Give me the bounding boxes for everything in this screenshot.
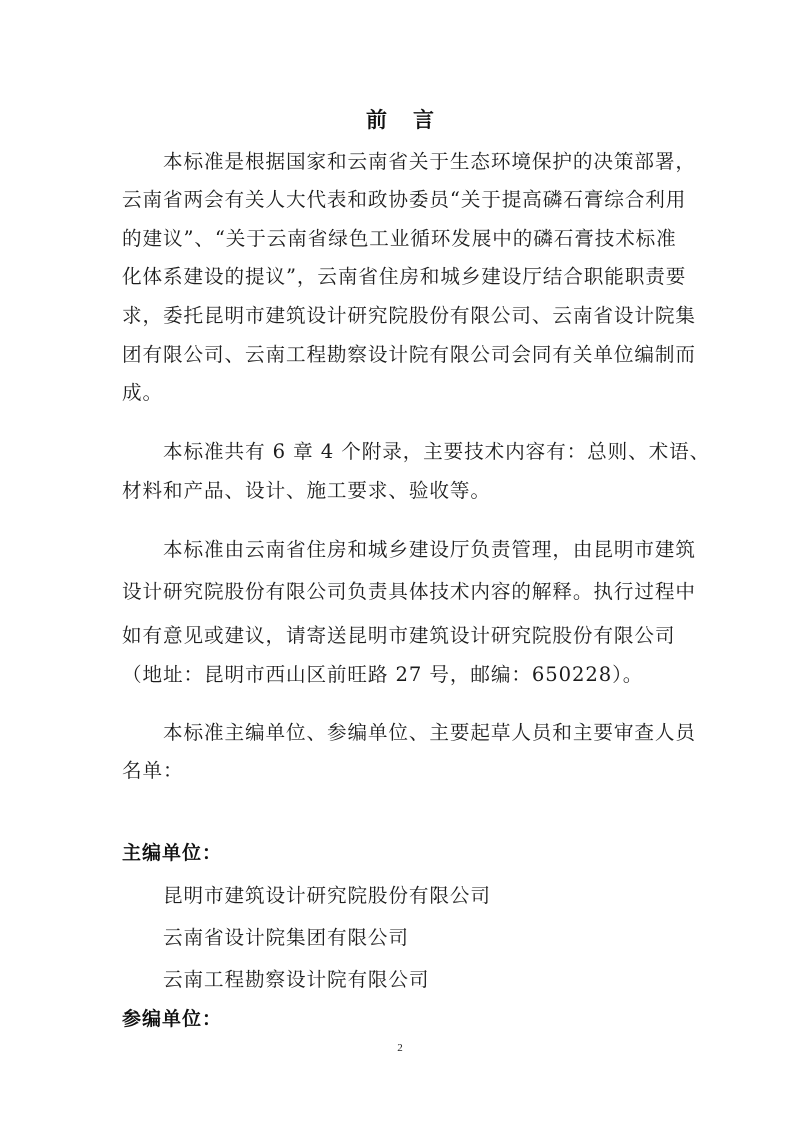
chief-unit-item: 云南工程勘察设计院有限公司 <box>163 968 430 991</box>
paragraph-line: 设计研究院股份有限公司负责具体技术内容的解释。执行过程中 <box>122 580 696 603</box>
paragraph-line: 本标准共有 6 章 4 个附录，主要技术内容有：总则、术语、 <box>163 440 711 463</box>
paragraph-line: 成。 <box>122 381 163 404</box>
paragraph-line: 求，委托昆明市建筑设计研究院股份有限公司、云南省设计院集 <box>122 304 696 327</box>
paragraph-line: 的建议”、“关于云南省绿色工业循环发展中的磷石膏技术标准 <box>122 227 677 250</box>
page-number: 2 <box>397 1042 403 1054</box>
paragraph-line: 本标准主编单位、参编单位、主要起草人员和主要审查人员 <box>163 721 696 744</box>
paragraph-line: 云南省两会有关人大代表和政协委员“关于提高磷石膏综合利用 <box>122 188 687 211</box>
chief-units-heading: 主编单位： <box>122 842 223 864</box>
paragraph-line: 名单： <box>122 759 184 782</box>
participating-units-heading: 参编单位： <box>122 1008 223 1030</box>
paragraph-line: 本标准是根据国家和云南省关于生态环境保护的决策部署， <box>163 150 696 173</box>
paragraph-line: 化体系建设的提议”，云南省住房和城乡建设厅结合职能职责要 <box>122 265 687 288</box>
title-char-2: 言 <box>413 108 434 132</box>
chief-unit-item: 云南省设计院集团有限公司 <box>163 926 409 949</box>
paragraph-line: 材料和产品、设计、施工要求、验收等。 <box>122 479 491 502</box>
paragraph-line: 团有限公司、云南工程勘察设计院有限公司会同有关单位编制而 <box>122 343 696 366</box>
paragraph-line: 本标准由云南省住房和城乡建设厅负责管理，由昆明市建筑 <box>163 538 696 561</box>
paragraph-address: （地址：昆明市西山区前旺路 27 号，邮编：650228）。 <box>122 663 644 686</box>
chief-unit-item: 昆明市建筑设计研究院股份有限公司 <box>163 884 491 907</box>
page-title <box>0 104 800 134</box>
title-char-1: 前 <box>366 108 387 132</box>
paragraph-line: 如有意见或建议，请寄送昆明市建筑设计研究院股份有限公司 <box>122 624 676 647</box>
